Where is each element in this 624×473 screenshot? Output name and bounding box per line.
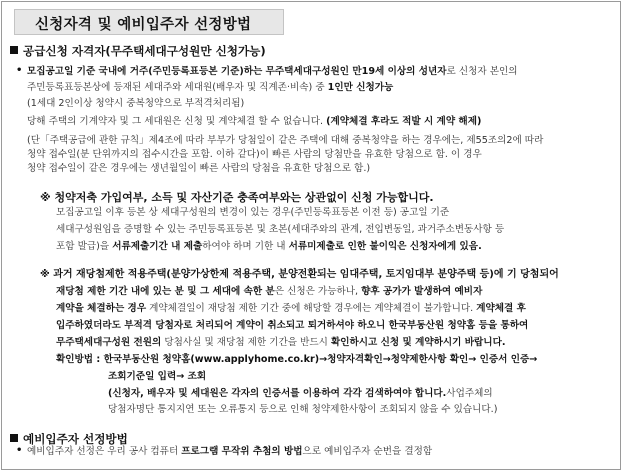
section-heading-eligibility xyxy=(10,43,266,59)
title-box xyxy=(14,9,284,35)
note2-line-7: 조회기준일 입력→ 조회 xyxy=(108,371,207,382)
eligibility-line-1: 모집공고일 기준 국내에 거주(주민등록표등본 기준)하는 무주택세대구성원인 만19세 이상의 성년자로 신청자 본인의 xyxy=(27,66,518,77)
eligibility-line-3: (1세대 2인이상 청약시 중복청약으로 부적격처리됨) xyxy=(27,98,245,109)
eligibility-line-7: 청약 접수일이 같은 경우에는 생년월일이 빠른 사람의 당첨을 유효한 당첨으로 함.) xyxy=(27,163,371,174)
eligibility-line-2: 주민등록표등본상에 등재된 세대주와 세대원(배우자 및 직계존·비속) 중 1인만 신청가능 xyxy=(27,82,394,93)
note2-line-4: 입주하였더라도 부적격 당첨자로 처리되어 계약이 취소되고 퇴거하셔야 하오니 한국부동산원 청약홈 등을 통하여 xyxy=(56,320,529,331)
page-title: 신청자격 및 예비입주자 선정방법 xyxy=(35,17,252,33)
note1-line-3: 포함 발급)을 서류제출기간 내 제출하여야 하며 기한 내 서류미제출로 인한 불이익은 신청자에게 있음. xyxy=(56,241,482,252)
note1-line-1: 모집공고일 이후 등본 상 세대구성원의 변경이 있는 경우(주민등록표등본 이전 등) 공고일 기준 xyxy=(56,207,450,218)
square-bullet-icon xyxy=(10,434,18,442)
note2-line-8: (신청자, 배우자 및 세대원은 각자의 인증서를 이용하여 각각 검색하여야 합니다.사업주체의 xyxy=(108,388,493,399)
eligibility-line-4: 당해 주택의 기계약자 및 그 세대원은 신청 및 계약체결 할 수 없습니다. (계약체결 후라도 적발 시 계약 해제) xyxy=(27,116,482,127)
selection-line-1: 예비입주자 선정은 우리 공사 컴퓨터 프로그램 무작위 추첨의 방법으로 예비입주자 순번을 결정함 xyxy=(27,446,433,457)
note-no-subscription-required: ※ 청약저축 가입여부, 소득 및 자산기준 충족여부와는 상관없이 신청 가능합니다. xyxy=(40,191,434,204)
notice-frame xyxy=(1,1,621,470)
note1-line-2: 세대구성원임을 증명할 수 있는 주민등록표등본 및 초본(세대주와의 관계, 전입변동일, 과거주소변동사항 등 xyxy=(56,224,505,235)
square-bullet-icon xyxy=(10,46,18,54)
section-heading-text: 공급신청 자격자(무주택세대구성원만 신청가능) xyxy=(23,44,266,58)
eligibility-line-5: (단「주택공급에 관한 규칙」제4조에 따라 부부가 당첨일이 같은 주택에 대해 중복청약을 하는 경우에는, 제55조의2에 따라 xyxy=(27,135,544,146)
bullet-dot-icon: • xyxy=(16,65,23,76)
note2-line-9: 당첨자명단 통지지연 또는 오류통지 등으로 인해 청약제한사항이 조회되지 않을 수 있습니다.) xyxy=(108,404,498,415)
section-heading-selection xyxy=(10,431,128,447)
note2-line-2: 재당첨 제한 기간 내에 있는 분 및 그 세대에 속한 분은 신청은 가능하나, 향후 공가가 발생하여 예비자 xyxy=(56,286,483,297)
note2-line-6: 확인방법 : 한국부동산원 청약홈(www.applyhome.co.kr)→청약자격확인→청약제한사항 확인→ 인증서 인증→ xyxy=(56,354,538,365)
note2-line-3: 계약을 체결하는 경우 계약체결일이 재당첨 제한 기간 중에 해당할 경우에는 계약체결이 불가합니다. 계약체결 후 xyxy=(56,303,526,314)
eligibility-line-6: 청약 접수일(분 단위까지의 접수시간을 포함. 이하 같다)이 빠른 사람의 당첨만을 유효한 당첨으로 함. 이 경우 xyxy=(27,149,482,160)
note2-line-5: 무주택세대구성원 전원의 당첨사실 및 재당첨 제한 기간을 반드시 확인하시고 신청 및 계약하시기 바랍니다. xyxy=(56,337,506,348)
bullet-dot-icon: • xyxy=(16,445,23,456)
note2-line-1: ※ 과거 재당첨제한 적용주택(분양가상한제 적용주택, 분양전환되는 임대주택, 토지임대부 분양주택 등)에 기 당첨되어 xyxy=(40,269,559,280)
section-heading-text: 예비입주자 선정방법 xyxy=(23,432,128,446)
